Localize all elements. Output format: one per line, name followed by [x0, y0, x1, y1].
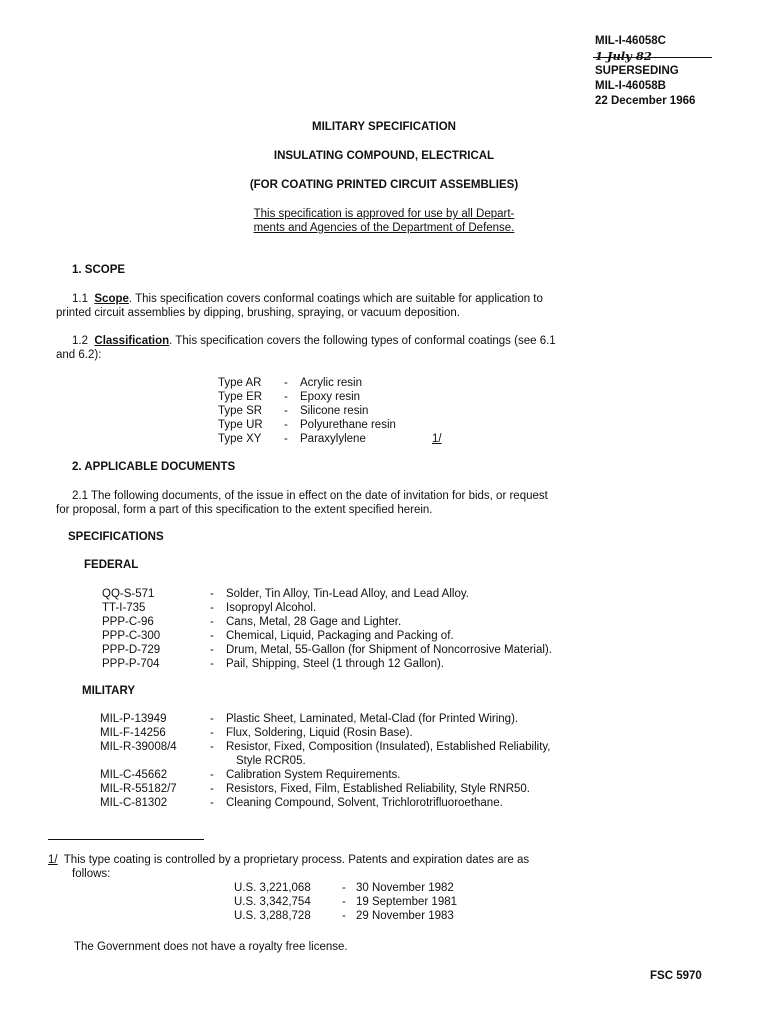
specifications-heading: SPECIFICATIONS: [68, 531, 164, 543]
superseded-spec: MIL-I-46058B: [595, 80, 666, 92]
military-row: MIL-P-13949 - Plastic Sheet, Laminated, Metal-Clad (for Printed Wiring).: [100, 713, 519, 725]
footnote-divider: [48, 839, 204, 840]
military-row-continuation: Style RCR05.: [236, 755, 306, 767]
title-subtitle: (FOR COATING PRINTED CIRCUIT ASSEMBLIES): [249, 179, 519, 191]
paragraph-2-1: 2.1 The following documents, of the issue in effect on the date of invitation for bids, or request for proposal, form a part of this specification to the extent specified herein.: [56, 490, 548, 516]
military-row: MIL-R-39008/4 - Resistor, Fixed, Composition (Insulated), Established Reliability,: [100, 741, 551, 753]
military-row: MIL-R-55182/7 - Resistors, Fixed, Film, Established Reliability, Style RNR50.: [100, 783, 530, 795]
footnote-marker: 1/: [48, 854, 58, 866]
type-row: Type XY - Paraxylylene 1/: [218, 433, 442, 445]
military-heading: MILITARY: [82, 685, 136, 697]
fsc-code: FSC 5970: [650, 970, 702, 982]
type-row: Type AR - Acrylic resin: [218, 377, 362, 389]
federal-row: PPP-C-300 - Chemical, Liquid, Packaging and Packing of.: [102, 630, 454, 642]
federal-row: PPP-D-729 - Drum, Metal, 55-Gallon (for Shipment of Noncorrosive Material).: [102, 644, 552, 656]
military-row: MIL-C-81302 - Cleaning Compound, Solvent, Trichlorotrifluoroethane.: [100, 797, 503, 809]
patent-list: [234, 881, 534, 923]
military-list: [100, 712, 720, 810]
type-row: Type ER - Epoxy resin: [218, 391, 361, 403]
federal-row: PPP-P-704 - Pail, Shipping, Steel (1 through 12 Gallon).: [102, 658, 444, 670]
title-military-specification: MILITARY SPECIFICATION: [312, 121, 456, 133]
federal-heading: FEDERAL: [84, 559, 139, 571]
document-header: [595, 34, 695, 109]
type-list: [218, 376, 518, 446]
footnote: 1/ This type coating is controlled by a proprietary process. Patents and expiration dates are as follows:: [48, 854, 530, 880]
federal-list: [102, 587, 702, 671]
superseded-date: 22 December 1966: [595, 95, 696, 107]
section-1-heading: 1. SCOPE: [72, 264, 126, 276]
royalty-statement: The Government does not have a royalty free license.: [74, 941, 348, 953]
type-row: Type UR - Polyurethane resin: [218, 419, 396, 431]
scope-title: Scope: [94, 293, 129, 305]
patent-row: U.S. 3,221,068 - 30 November 1982: [234, 882, 454, 894]
military-row: MIL-F-14256 - Flux, Soldering, Liquid (Rosin Base).: [100, 727, 413, 739]
patent-row: U.S. 3,342,754 - 19 September 1981: [234, 896, 458, 908]
patent-row: U.S. 3,288,728 - 29 November 1983: [234, 910, 454, 922]
date-handwritten: 1 July 82: [595, 49, 652, 63]
federal-row: PPP-C-96 - Cans, Metal, 28 Gage and Lighter.: [102, 616, 402, 628]
type-row: Type SR - Silicone resin: [218, 405, 369, 417]
title-insulating-compound: INSULATING COMPOUND, ELECTRICAL: [273, 150, 495, 162]
paragraph-1-2: 1.2 Classification. This specification covers the following types of conformal coatings (see 6.1 and 6.2):: [56, 335, 556, 361]
classification-title: Classification: [94, 335, 170, 347]
approval-line-2: ments and Agencies of the Department of Defense.: [253, 222, 515, 234]
military-row: MIL-C-45662 - Calibration System Requirements.: [100, 769, 401, 781]
section-2-heading: 2. APPLICABLE DOCUMENTS: [72, 461, 236, 473]
spec-number: MIL-I-46058C: [595, 35, 666, 47]
superseding-label: SUPERSEDING: [595, 65, 679, 77]
federal-row: QQ-S-571 - Solder, Tin Alloy, Tin-Lead Alloy, and Lead Alloy.: [102, 588, 469, 600]
approval-line-1: This specification is approved for use by all Depart-: [253, 208, 515, 220]
paragraph-1-1: 1.1 Scope. This specification covers conformal coatings which are suitable for application to printed circuit assemblies by dipping, brushing, spraying, or vacuum deposition.: [56, 293, 543, 319]
footnote-reference: 1/: [432, 433, 442, 445]
federal-row: TT-I-735 - Isopropyl Alcohol.: [102, 602, 317, 614]
